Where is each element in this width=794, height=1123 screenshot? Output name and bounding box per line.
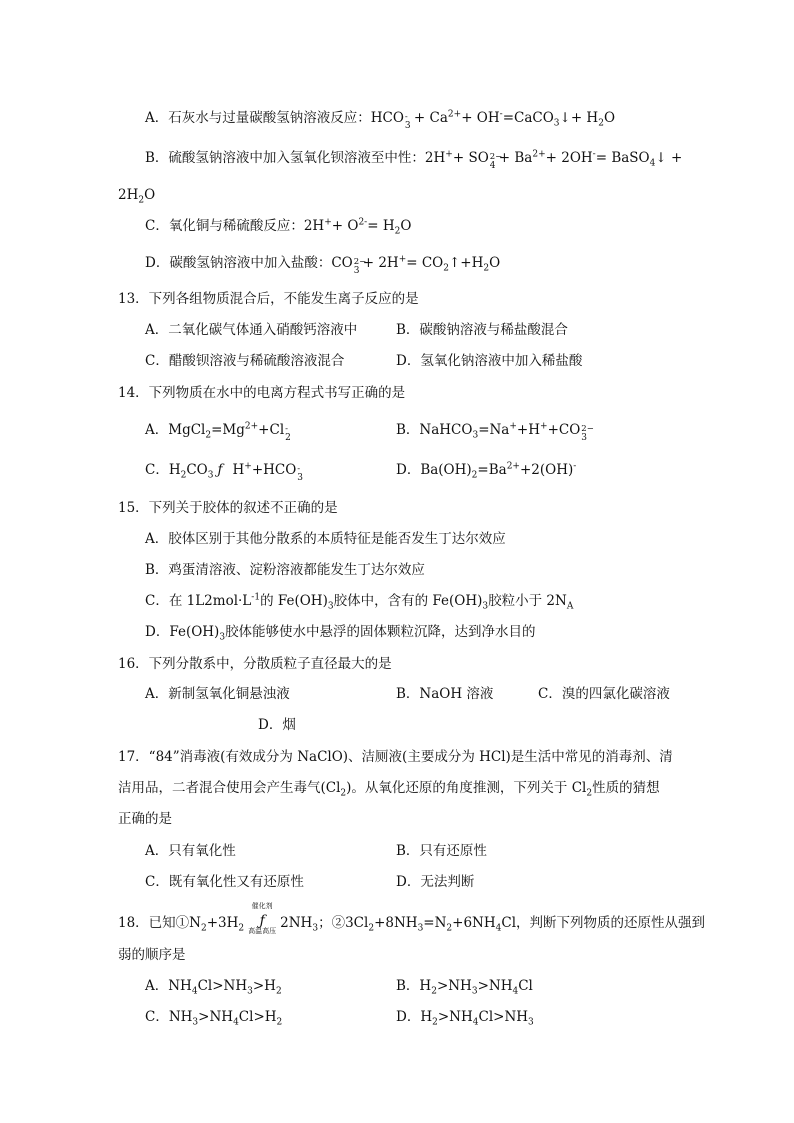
sub: 4 [191,986,198,997]
sub: 2 [471,470,478,481]
q12-option-a [145,108,616,131]
q18-stem-line2: 弱的顺序是 [118,947,186,963]
sub: 2 [238,923,245,934]
superscript-subscript [353,256,367,276]
sub: 2 [483,263,490,274]
sub: 3 [297,473,304,483]
sub: 2 [275,986,282,997]
sup: 2− [353,257,367,267]
option-label: D．Fe(OH) [145,624,220,640]
stem-part: 2NH [280,915,313,931]
sub: 3 [353,266,360,276]
sub: 3 [207,470,214,481]
sub: 2 [201,923,207,934]
option-label: D．H [396,1009,433,1025]
q18-option-a [145,976,282,996]
q14-stem: 14．下列物质在水中的电离方程式书写正确的是 [118,385,406,401]
option-label: A．MgCl [145,422,206,438]
eq-part: 胶体中，含有的 Fe(OH) [333,593,483,609]
sup: - [404,112,408,122]
eq-part: ↓ + [655,150,683,166]
q14-option-d [396,460,576,480]
sub: 3 [528,1017,534,1028]
sub: 2 [394,226,401,237]
sub: 2 [205,430,212,441]
eq-part: +2(OH) [519,462,574,478]
sup: 2+ [244,421,259,432]
sup: 2- [358,217,368,228]
eq-part: O [603,110,616,126]
sub: 3 [472,430,479,441]
eq-part: O [400,218,412,234]
condition-label: 高温高压 [248,927,277,935]
sub: 4 [472,1017,479,1028]
sub: 3 [404,121,411,131]
reversible-arrow-icon: ƒ [259,913,265,929]
eq-part: 2H [303,218,325,234]
eq-part: Cl>NH [197,978,248,994]
q15-option-c [145,591,573,611]
sub: 4 [233,1017,239,1028]
eq-part: +H [516,422,541,438]
sup: - [592,149,596,160]
sub: 3 [327,601,334,612]
superscript-subscript [489,151,503,171]
option-label: D．碳酸氢钠溶液中加入盐酸： [145,255,332,271]
sup: + [445,149,453,160]
q16-option-c: C．溴的四氯化碳溶液 [538,686,670,702]
eq-part: + SO [452,150,489,166]
eq-part: + 2OH [545,150,593,166]
sub: A [566,601,574,612]
q18-option-c [145,1007,282,1027]
superscript-subscript [580,423,594,443]
stem-part: ；②3Cl [318,915,369,931]
sup: 2+ [532,149,546,160]
sup: - [297,464,301,474]
stem-part: )。从氧化还原的角度推测，下列关于 Cl [346,780,587,796]
eq-part: >NH [477,978,513,994]
eq-part: 的 Fe(OH) [260,593,328,609]
sub: 2 [340,788,347,799]
option-label: D．Ba(OH) [396,462,472,478]
eq-part: O [144,187,156,203]
sub: 3 [192,1017,199,1028]
option-label: B．H [396,978,432,994]
eq-part: 2H [118,187,139,203]
q17-option-c: C．既有氧化性又有还原性 [145,874,304,890]
q17-stem-line2 [118,778,660,798]
superscript-subscript [404,111,414,131]
eq-part: O [489,255,501,271]
sub: 2 [446,923,453,934]
option-label: C．氧化铜与稀硫酸反应： [145,218,304,234]
sub: 3 [471,986,478,997]
q18-option-b [396,976,533,996]
sup: 2− [489,152,503,162]
q15-option-d [145,622,536,642]
option-label: B．硫酸氢钠溶液中加入氢氧化钡溶液至中性： [145,150,425,166]
eq-part: =Na [478,422,510,438]
eq-part: + 2H [362,255,399,271]
eq-part: + OH [461,110,500,126]
superscript-subscript [296,463,306,483]
eq-part: = H [367,218,395,234]
sup: + [540,421,548,432]
sup: - [499,109,503,120]
sub: 3 [219,632,226,643]
eq-part: Cl>H [238,1009,277,1025]
q14-option-c [145,460,306,483]
option-label: C．NH [145,1009,193,1025]
reaction-condition [244,902,280,935]
eq-part: 2H [424,150,446,166]
sub: 2 [180,470,187,481]
sub: 3 [247,986,253,997]
stem-part: Cl，判断下列物质的还原性从强到 [501,915,706,931]
eq-part: >NH [437,1009,473,1025]
q17-option-d: D．无法判断 [396,874,475,890]
q18-stem-line1 [118,902,706,935]
sup: 2− [581,424,594,434]
sub: 3 [482,601,489,612]
sub: 2 [443,263,449,274]
stem-part: 性质的猜想 [592,780,660,796]
eq-part: +CO [547,422,581,438]
q13-option-b: B．碳酸钠溶液与稀盐酸混合 [396,322,568,338]
eq-part: + Ca [413,110,448,126]
q13-stem: 13．下列各组物质混合后，不能发生离子反应的是 [118,291,419,307]
superscript-subscript [284,423,294,443]
option-label: C．在 1L2mol·L [145,593,252,609]
q16-stem: 16．下列分散系中，分散质粒子直径最大的是 [118,656,392,672]
option-label: C．H [145,462,181,478]
eq-part: =Mg [211,422,245,438]
eq-part: HCO [370,110,404,126]
sup: -1 [251,592,261,603]
q14-option-a [145,420,294,443]
catalyst-label: 催化剂 [251,902,273,910]
sub: 4 [512,986,519,997]
sub: 3 [417,923,424,934]
eq-part: ↑+H [448,255,484,271]
eq-part: >NH [436,978,472,994]
sup: + [244,461,252,472]
q12-option-c [145,216,411,236]
eq-part: CO [186,462,208,478]
sub: 4 [495,923,502,934]
q12-option-d [145,253,501,276]
eq-part: + Ba [498,150,533,166]
eq-part: = CO [406,255,444,271]
q16-option-d: D．烟 [258,717,296,733]
sub: 3 [553,118,560,129]
q12-option-b [145,148,683,171]
sub: 2 [368,923,375,934]
q15-option-a: A．胶体区别于其他分散系的本质特征是能否发生丁达尔效应 [145,531,506,547]
reversible-arrow-icon: ƒ [217,462,223,478]
q12-option-b-continued [118,185,155,205]
q15-stem: 15．下列关于胶体的叙述不正确的是 [118,500,338,516]
eq-part: = BaSO [595,150,650,166]
sup: + [324,217,332,228]
q13-option-c: C．醋酸钡溶液与稀硫酸溶液混合 [145,353,345,369]
q13-option-a: A．二氧化碳气体通入硝酸钙溶液中 [145,322,358,338]
q17-option-b: B．只有还原性 [396,843,487,859]
q16-option-a: A．新制氢氧化铜悬浊液 [145,686,290,702]
sub: 2 [586,788,593,799]
eq-part: +Cl [258,422,285,438]
eq-part: =CaCO [502,110,554,126]
eq-part: >H [252,978,276,994]
eq-part: =Ba [477,462,507,478]
stem-part: +8NH [374,915,418,931]
eq-part: 胶体能够使水中悬浮的固体颗粒沉降，达到净水目的 [225,624,536,640]
sub: 2 [431,986,437,997]
sub: 4 [649,158,656,169]
sub: 3 [581,433,588,443]
q17-stem-line1: 17．“84”消毒液(有效成分为 NaClO)、洁厕液(主要成分为 HCl)是生活中常见的消毒剂、清 [118,749,673,765]
eq-part: +HCO [251,462,297,478]
sup: + [509,421,517,432]
stem-part: =N [423,915,447,931]
eq-part: Cl>NH [478,1009,529,1025]
sup: 2+ [506,461,520,472]
sup: 2+ [447,109,462,120]
q17-stem-line3: 正确的是 [118,811,172,827]
stem-part: 18．已知①N [118,915,201,931]
eq-part: CO [331,255,353,271]
stem-part: +3H [206,915,239,931]
sub: 2 [432,1017,438,1028]
sup: - [573,461,577,472]
sub: 2 [598,118,604,129]
sub: 3 [312,923,319,934]
q16-option-b: B．NaOH 溶液 [396,686,494,702]
sup: - [285,424,289,434]
q15-option-b: B．鸡蛋清溶液、淀粉溶液都能发生丁达尔效应 [145,562,425,578]
option-label: B．NaHCO [396,422,473,438]
eq-part: ↓+ H [559,110,599,126]
sub: 2 [285,433,291,443]
eq-part: 胶粒小于 2N [488,593,567,609]
eq-part: H [232,462,245,478]
q13-option-d: D．氢氧化钠溶液中加入稀盐酸 [396,353,583,369]
sub: 2 [276,1017,283,1028]
stem-part: 洁用品，二者混合使用会产生毒气(Cl [118,780,341,796]
option-label: A．石灰水与过量碳酸氢钠溶液反应： [145,110,371,126]
sup: + [398,254,407,265]
eq-part: + O [331,218,359,234]
option-label: A．NH [145,978,192,994]
q14-option-b [396,420,594,443]
q17-option-a: A．只有氧化性 [145,843,236,859]
eq-part: Cl [518,978,533,994]
q18-option-d [396,1007,534,1027]
sub: 2 [138,195,145,206]
sub: 4 [489,161,496,171]
eq-part: >NH [198,1009,234,1025]
stem-part: +6NH [452,915,496,931]
